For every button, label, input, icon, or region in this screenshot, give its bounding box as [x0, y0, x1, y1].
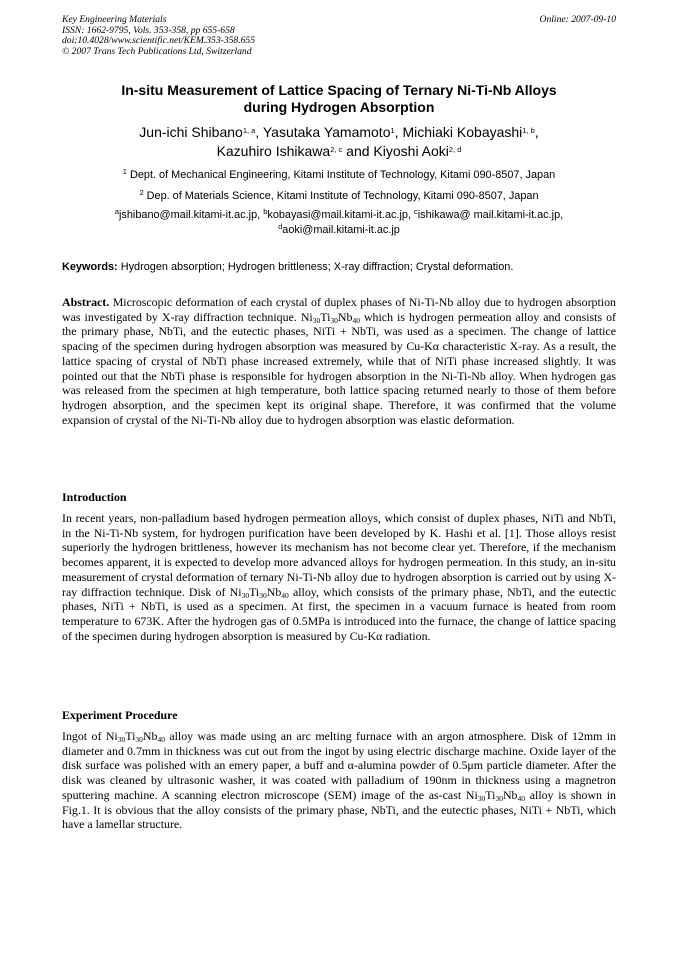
chem-element: Ni	[229, 584, 242, 599]
introduction-heading: Introduction	[62, 490, 127, 504]
abstract-text: which is hydrogen permeation alloy and consists of the primary phase, NbTi, and the eutectic phases, NiTi + NbTi, was used as a specimen. The change of lattice spacing of the specimen during hydrogen absorption was measured by Cu-Kα characteristic X-ray. As a result, the lattice spacing of crystal of NbTi phase increased extremely, while that of NiTi phase increased slightly. It was pointed out that the NbTi phase is responsible for hydrogen absorption in the Ni-Ti-Nb alloy. When hydrogen gas was released from the specimen at high temperature, both lattice spacing returned nearly to those of them before hydrogen absorption, and the specimen kept its original shape. Therefore, it was confirmed that the volume expansion of crystal of the Ni-Ti-Nb alloy due to hydrogen absorption was elastic deformation.	[62, 309, 616, 427]
author-name: Jun-ichi Shibano	[139, 124, 243, 140]
affiliation-1	[62, 168, 616, 182]
chem-element: Ti	[125, 729, 136, 743]
affil-text: Dept. of Mechanical Engineering, Kitami Institute of Technology, Kitami 090-8507, Japan	[130, 169, 556, 181]
abstract-paragraph	[62, 295, 616, 427]
paper-title	[62, 82, 616, 116]
introduction-body	[62, 511, 616, 643]
journal-doi: doi:10.4028/www.scientific.net/KEM.353-358.655	[62, 35, 256, 47]
abstract-text: Microscopic deformation of each crystal of duplex phases of Ni-Ti-Nb alloy due to hydrogen absorption was investigated by X-ray diffraction technique.	[62, 295, 616, 324]
email-list	[62, 208, 616, 238]
experiment-body	[62, 729, 616, 832]
email-mark: b	[263, 207, 268, 216]
author-name: Yasutaka Yamamoto	[262, 124, 391, 140]
keywords	[62, 260, 616, 274]
affil-text: Dep. of Materials Science, Kitami Institute of Technology, Kitami 090-8507, Japan	[146, 190, 539, 202]
email-mark: a	[114, 207, 119, 216]
chem-element: Nb	[502, 787, 518, 802]
journal-issn: ISSN: 1662-9795, Vols. 353-358, pp 655-658	[62, 24, 235, 36]
chem-element: Nb	[142, 729, 158, 743]
intro-text: alloy, which consists of the primary phase, NbTi, and the eutectic phases, NiTi + NbTi, is used as a specimen. At first, the specimen in a vacuum furnace is heated from room temperature to 673K. After the hydrogen gas of 0.5MPa is introduced into the furnace, the change of lattice spacing of the specimen during hydrogen absorption is measured by Cu-Kα radiation.	[62, 584, 617, 643]
chem-element: Ti	[249, 584, 260, 599]
keywords-label: Keywords:	[62, 261, 118, 273]
author-affil-mark: 1	[390, 126, 395, 135]
chem-subscript: 30	[312, 315, 321, 325]
chem-subscript: 30	[330, 315, 338, 325]
author-affil-mark: 2, c	[330, 145, 343, 154]
chem-subscript: 30	[477, 793, 486, 803]
chem-subscript: 40	[281, 590, 289, 600]
affil-number: 1	[122, 167, 127, 176]
journal-name: Key Engineering Materials	[62, 14, 167, 25]
author-line-2	[62, 142, 616, 161]
intro-text: In recent years, non-palladium based hydrogen permeation alloys, which consist of duplex phases, NiTi and NbTi, in the Ni-Ti-Nb system, for hydrogen purification have been developed by K. Hashi et al. [1]. Those alloys resist superiorly the hydrogen brittleness, however its mechanism has not become clear yet. Therefore, if the mechanism becomes apparent, it is expected to develop more advanced alloys for hydrogen permeation. In this study, an in-situ measurement of crystal deformation of ternary Ni-Ti-Nb alloy due to hydrogen absorption is carried out by using X-ray diffraction technique. Disk of	[62, 511, 616, 599]
chem-subscript: 40	[157, 735, 165, 744]
chem-element: Ni	[465, 787, 478, 802]
author-list	[62, 123, 616, 161]
chem-element: Ni	[300, 309, 313, 324]
keywords-text: Hydrogen absorption; Hydrogen brittleness; X-ray diffraction; Crystal deformation.	[117, 261, 514, 273]
author-conjunction: and	[342, 143, 374, 159]
journal-copyright: © 2007 Trans Tech Publications Ltd, Switzerland	[62, 45, 252, 57]
email-address: aoki@mail.kitami-it.ac.jp	[282, 224, 400, 236]
email-address: jshibano@mail.kitami-it.ac.jp,	[118, 209, 264, 221]
exp-text: Ingot of	[62, 729, 106, 743]
online-date: Online: 2007-09-10	[539, 14, 616, 25]
author-separator: ,	[394, 124, 403, 140]
chem-subscript: 40	[352, 315, 360, 325]
author-name: Kazuhiro Ishikawa	[216, 143, 331, 159]
chem-element: Nb	[337, 309, 353, 324]
chem-subscript: 30	[241, 590, 250, 600]
experiment-heading: Experiment Procedure	[62, 708, 178, 722]
introduction-paragraph	[62, 511, 616, 643]
title-line-2: during Hydrogen Absorption	[243, 99, 435, 115]
author-affil-mark: 2, d	[448, 145, 462, 154]
abstract-label: Abstract.	[62, 295, 110, 309]
chem-subscript: 40	[517, 793, 525, 803]
chem-element: Ni	[105, 729, 118, 743]
exp-text: alloy was made using an arc melting furnace with an argon atmosphere. Disk of 12mm in diameter and 0.7mm in thickness was cut out from the ingot by using electric discharge machine. Oxide layer of the disk surface was polished with an emery paper, a buff and α-alumina powder of 0.5μm particle diameter. After the disk was cleaned by ultrasonic washer, it was coated with palladium of 190nm in thickness using a magnetron sputtering machine. A scanning electron microscope (SEM) image of the as-cast	[62, 729, 616, 802]
title-line-1: In-situ Measurement of Lattice Spacing of Ternary Ni-Ti-Nb Alloys	[121, 82, 557, 98]
chem-element: Ti	[320, 309, 331, 324]
author-name: Michiaki Kobayashi	[402, 124, 523, 140]
email-line-1	[62, 208, 616, 223]
abstract	[62, 295, 616, 427]
email-mark: c	[414, 207, 418, 216]
chem-subscript: 30	[495, 793, 503, 803]
email-line-2	[62, 223, 616, 238]
email-address: ishikawa@ mail.kitami-it.ac.jp,	[417, 209, 564, 221]
chem-subscript: 30	[259, 590, 267, 600]
email-mark: d	[278, 222, 283, 231]
chem-element: Ti	[485, 787, 496, 802]
experiment-paragraph	[62, 729, 616, 832]
author-affil-mark: 1, a	[242, 126, 256, 135]
author-separator: ,	[534, 124, 539, 140]
exp-text: alloy is shown in Fig.1. It is obvious that the alloy consists of the primary phase, NbTi, and the eutectic phases, NiTi + NbTi, which have a lamellar structure.	[62, 787, 616, 832]
email-address: kobayasi@mail.kitami-it.ac.jp,	[267, 209, 414, 221]
author-line-1	[62, 123, 616, 142]
chem-subscript: 30	[117, 735, 126, 744]
journal-header	[62, 15, 616, 57]
chem-subscript: 30	[135, 735, 143, 744]
author-affil-mark: 1, b	[522, 126, 535, 135]
author-name: Kiyoshi Aoki	[373, 143, 449, 159]
affil-number: 2	[139, 188, 144, 197]
affiliation-2	[62, 189, 616, 203]
author-separator: ,	[255, 124, 263, 140]
chem-element: Nb	[266, 584, 282, 599]
